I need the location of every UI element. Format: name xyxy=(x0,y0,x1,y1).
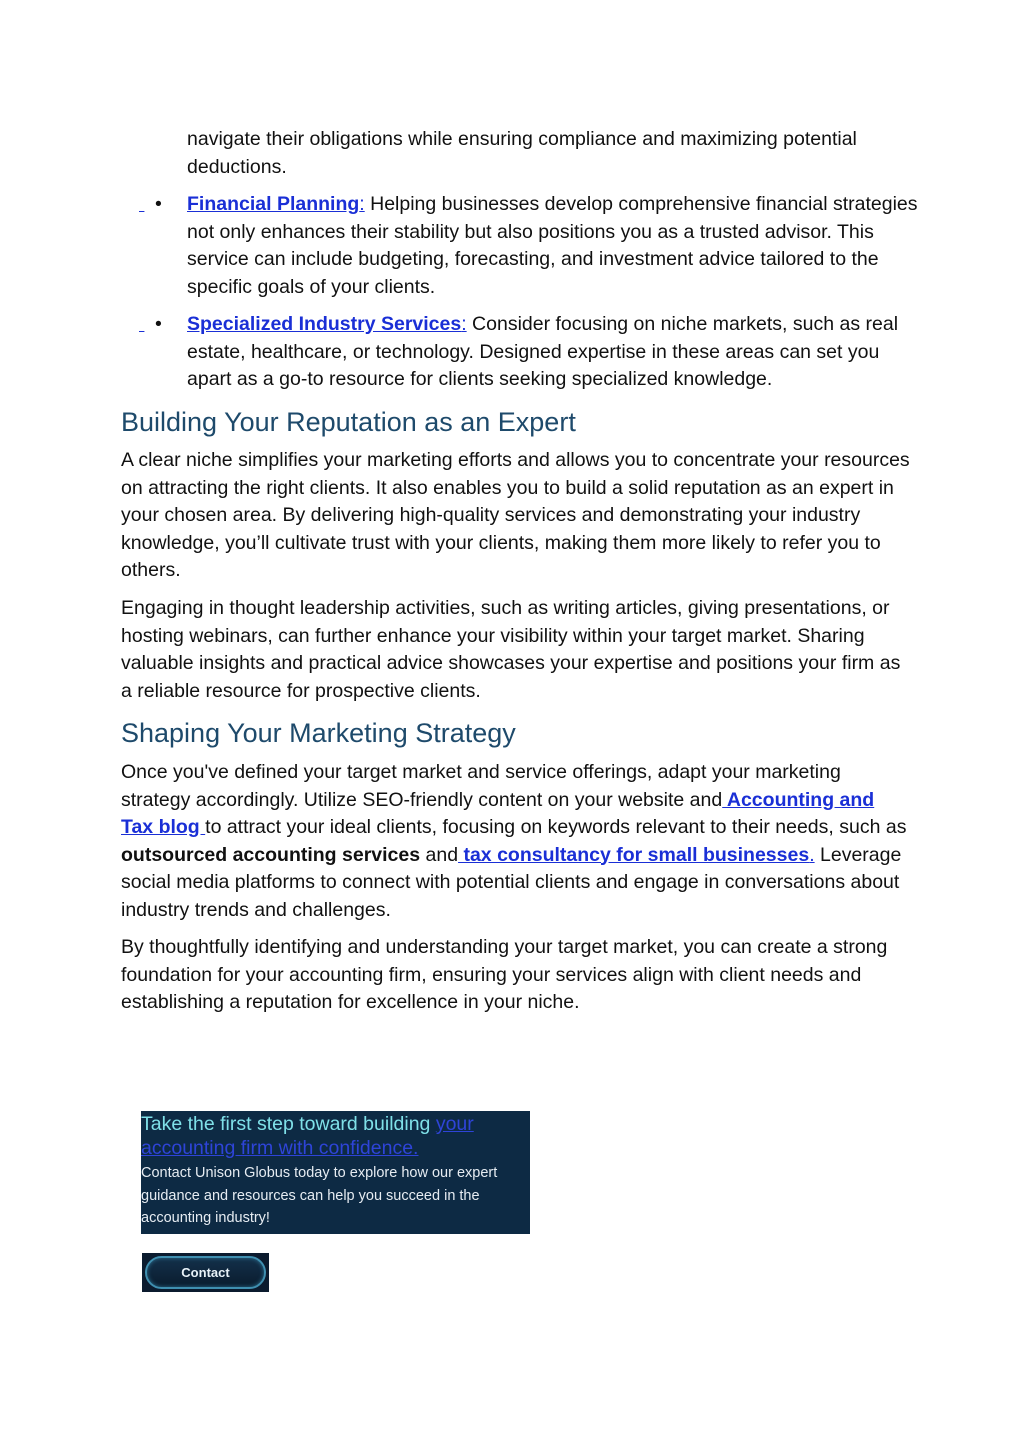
list-item-description: Helping businesses develop comprehensive financial strategies not only enhances their stability but also positions you as a trusted advisor. This service can include budgeting, forecasting, and investment advice tailored to the specific goals of your clients. xyxy=(187,193,918,298)
financial-planning-link[interactable]: Financial Planning xyxy=(187,193,360,215)
paragraph-conclusion: By thoughtfully identifying and understanding your target market, you can create a strong foundation for your accounting firm, ensuring your services align with client needs and establishing a reputation for excellence in your niche. xyxy=(121,936,888,1013)
cta-description: Contact Unison Globus today to explore how our expert guidance and resources can help you succeed in the accounting industry! xyxy=(141,1165,498,1226)
list-item-financial-planning xyxy=(155,191,927,301)
cta-title-text: Take the first step toward building xyxy=(141,1113,436,1135)
text-segment: Leverage social media platforms to connect with potential clients and engage in conversations about industry trends and challenges. xyxy=(121,843,902,921)
tax-consultancy-link[interactable]: tax consultancy for small businesses xyxy=(458,843,810,866)
text-segment: Once you've defined your target market and service offerings, adapt your marketing strategy accordingly. Utilize SEO-friendly content on your website and xyxy=(121,761,841,811)
paragraph-thought-leadership: Engaging in thought leadership activities, such as writing articles, giving presentations, or hosting webinars, can further enhance your visibility within your target market. Sharing valuable insights and practical advice showcases your expertise and positions your firm as a reliable resource for prospective clients. xyxy=(121,597,901,702)
text-segment: and xyxy=(420,843,459,866)
bold-keyword: outsourced accounting services xyxy=(121,843,421,866)
link-colon: : xyxy=(359,193,365,215)
link-period: . xyxy=(809,843,815,866)
text-segment: to attract your ideal clients, focusing on keywords relevant to their needs, such as xyxy=(205,816,907,838)
paragraph-marketing-strategy xyxy=(121,759,911,924)
link-underline-gap xyxy=(163,311,187,339)
bullet-marker: • xyxy=(155,313,162,335)
cta-title xyxy=(141,1112,530,1160)
cta-banner xyxy=(141,1111,530,1234)
accounting-tax-blog-link[interactable]: Accounting and Tax blog xyxy=(121,788,875,838)
bullet-marker: • xyxy=(155,193,162,215)
section-heading-marketing: Shaping Your Marketing Strategy xyxy=(121,718,516,748)
section-heading-reputation: Building Your Reputation as an Expert xyxy=(121,407,576,437)
list-item-description: Consider focusing on niche markets, such as real estate, healthcare, or technology. Designed expertise in these areas can set you apart as a go-to resource for clients seeking specialized knowledge. xyxy=(187,313,899,390)
contact-button-frame xyxy=(142,1253,269,1292)
contact-button[interactable]: Contact xyxy=(145,1256,266,1289)
cta-title-link[interactable]: your accounting firm with confidence. xyxy=(141,1113,474,1159)
paragraph-niche: A clear niche simplifies your marketing efforts and allows you to concentrate your resources on attracting the right clients. It also enables you to build a solid reputation as an expert in your chosen area. By delivering high-quality services and demonstrating your industry knowledge, you’ll cultivate trust with your clients, making them more likely to refer you to others. xyxy=(121,449,910,581)
list-item-text xyxy=(187,191,927,301)
list-item-specialized-industry-services xyxy=(155,311,927,394)
specialized-industry-services-link[interactable]: Specialized Industry Services xyxy=(187,313,462,335)
link-underline-gap xyxy=(163,191,187,219)
link-colon: : xyxy=(461,313,467,335)
list-item-text xyxy=(187,311,927,394)
continuation-text: navigate their obligations while ensuring compliance and maximizing potential deductions. xyxy=(187,128,857,178)
